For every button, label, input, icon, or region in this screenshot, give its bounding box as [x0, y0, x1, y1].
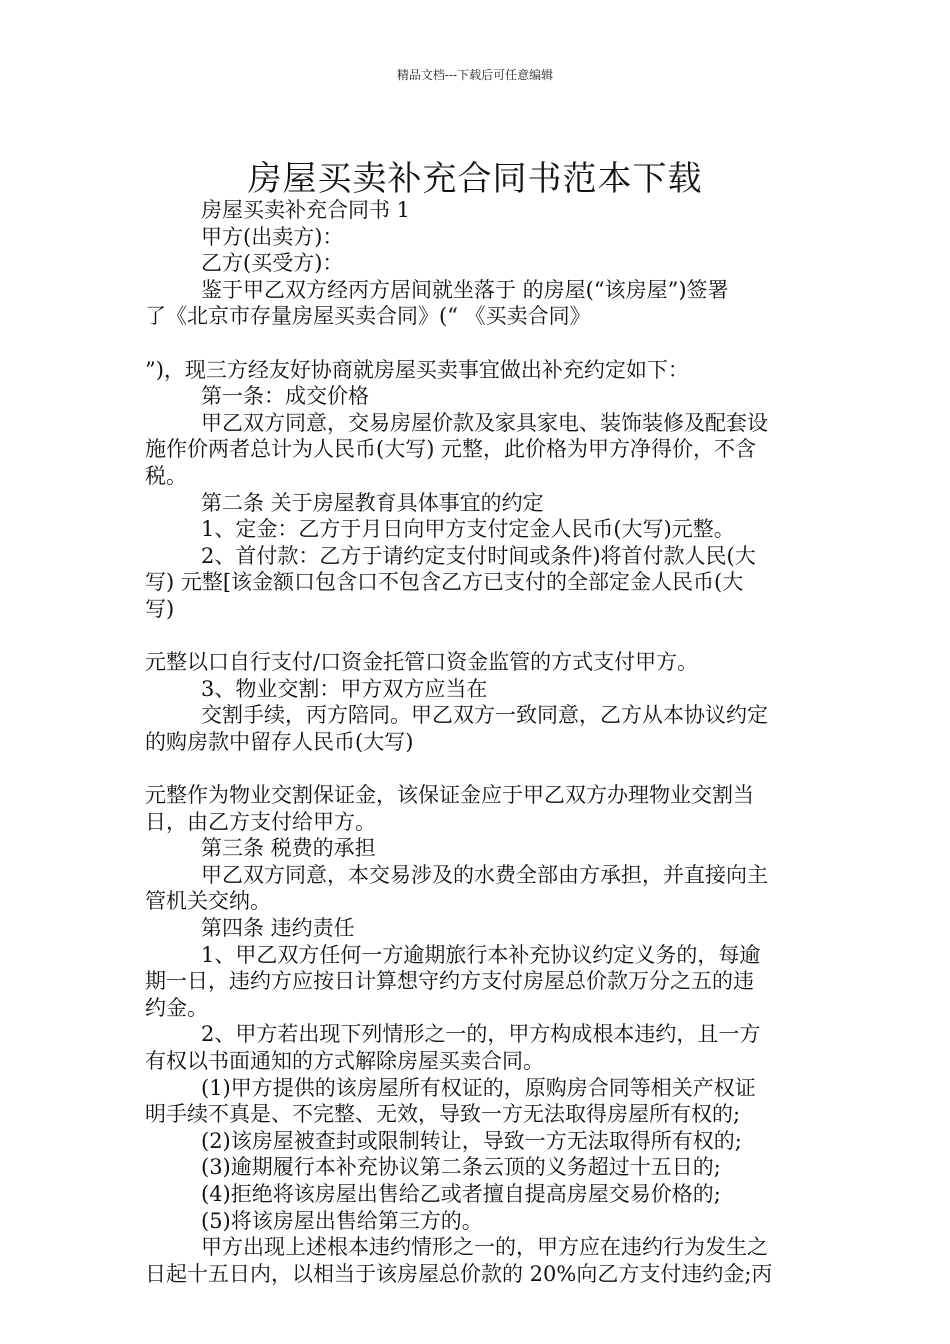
paragraph-line: 2、甲方若出现下列情形之一的，甲方构成根本违约，且一方 [201, 1022, 761, 1047]
paragraph-line: 1、定金：乙方于月日向甲方支付定金人民币(大写)元整。 [201, 517, 735, 542]
blank-line [145, 330, 809, 357]
blank-line [145, 755, 809, 782]
paragraph-line: 交割手续，丙方陪同。甲乙双方一致同意，乙方从本协议约定 [201, 703, 768, 728]
paragraph-line: (2)该房屋被查封或限制转让，导致一方无法取得所有权的; [201, 1128, 742, 1153]
paragraph-line: 管机关交纳。 [145, 889, 271, 914]
paragraph-line: 施作价两者总计为人民币(大写) 元整，此价格为甲方净得价，不含 [145, 437, 757, 462]
paragraph-line: 元整作为物业交割保证金，该保证金应于甲乙双方办理物业交割当 [145, 783, 754, 808]
paragraph-line: 房屋买卖补充合同书 1 [201, 198, 411, 222]
paragraph-line: 甲方(出卖方)： [201, 224, 344, 249]
paragraph-line: (3)逾期履行本补充协议第二条云顶的义务超过十五日的; [201, 1155, 721, 1180]
paragraph-line: 约金。 [145, 995, 208, 1020]
paragraph-line: 1、甲乙双方任何一方逾期旅行本补充协议约定义务的，每逾 [201, 942, 761, 967]
paragraph-line: 第一条：成交价格 [201, 384, 369, 409]
paragraph-line: 第三条 税费的承担 [201, 836, 376, 861]
paragraph-line: 3、物业交割：甲方双方应当在 [201, 676, 488, 701]
document-body [145, 197, 809, 1287]
paragraph-line: 了《北京市存量房屋买卖合同》(“ 《买卖合同》 [145, 304, 591, 329]
paragraph-line: 写) [145, 596, 175, 621]
paragraph-line: 日，由乙方支付给甲方。 [145, 809, 376, 834]
paragraph-line: 日起十五日内，以相当于该房屋总价款的 20%向乙方支付违约金;丙 [145, 1261, 773, 1286]
paragraph-line: 期一日，违约方应按日计算想守约方支付房屋总价款万分之五的违 [145, 969, 754, 994]
paragraph-line: 第四条 违约责任 [201, 916, 355, 941]
paragraph-line: 第二条 关于房屋教育具体事宜的约定 [201, 490, 544, 515]
paragraph-line: 鉴于甲乙双方经丙方居间就坐落于 的房屋(“该房屋”)签署 [201, 277, 729, 302]
paragraph-line: 写) 元整[该金额口包含口不包含乙方已支付的全部定金人民币(大 [145, 570, 744, 595]
paragraph-line: 甲乙双方同意，交易房屋价款及家具家电、装饰装修及配套设 [201, 410, 768, 435]
paragraph-line: 元整以口自行支付/口资金托管口资金监管的方式支付甲方。 [145, 650, 699, 675]
paragraph-line: 2、首付款：乙方于请约定支付时间或条件)将首付款人民(大 [201, 543, 756, 568]
paragraph-line: (1)甲方提供的该房屋所有权证的，原购房合同等相关产权证 [201, 1075, 756, 1100]
paragraph-line: ”)，现三方经友好协商就房屋买卖事宜做出补充约定如下： [145, 357, 689, 382]
paragraph-line: 的购房款中留存人民币(大写) [145, 729, 414, 754]
paragraph-line: 税。 [145, 463, 187, 488]
blank-line [145, 623, 809, 650]
paragraph-line: 甲方出现上述根本违约情形之一的，甲方应在违约行为发生之 [201, 1235, 768, 1260]
header-note: 精品文档---下载后可任意编辑 [396, 68, 554, 82]
paragraph-line: 甲乙双方同意，本交易涉及的水费全部由方承担，并直接向主 [201, 862, 768, 887]
paragraph-line: 有权以书面通知的方式解除房屋买卖合同。 [145, 1049, 544, 1073]
document-title: 房屋买卖补充合同书范本下载 [247, 158, 703, 199]
paragraph-line: (4)拒绝将该房屋出售给乙或者擅自提高房屋交易价格的; [201, 1181, 721, 1206]
paragraph-line: (5)将该房屋出售给第三方的。 [201, 1208, 483, 1233]
paragraph-line: 明手续不真是、不完整、无效，导致一方无法取得房屋所有权的; [145, 1102, 741, 1127]
paragraph-line: 乙方(买受方)： [201, 251, 344, 276]
